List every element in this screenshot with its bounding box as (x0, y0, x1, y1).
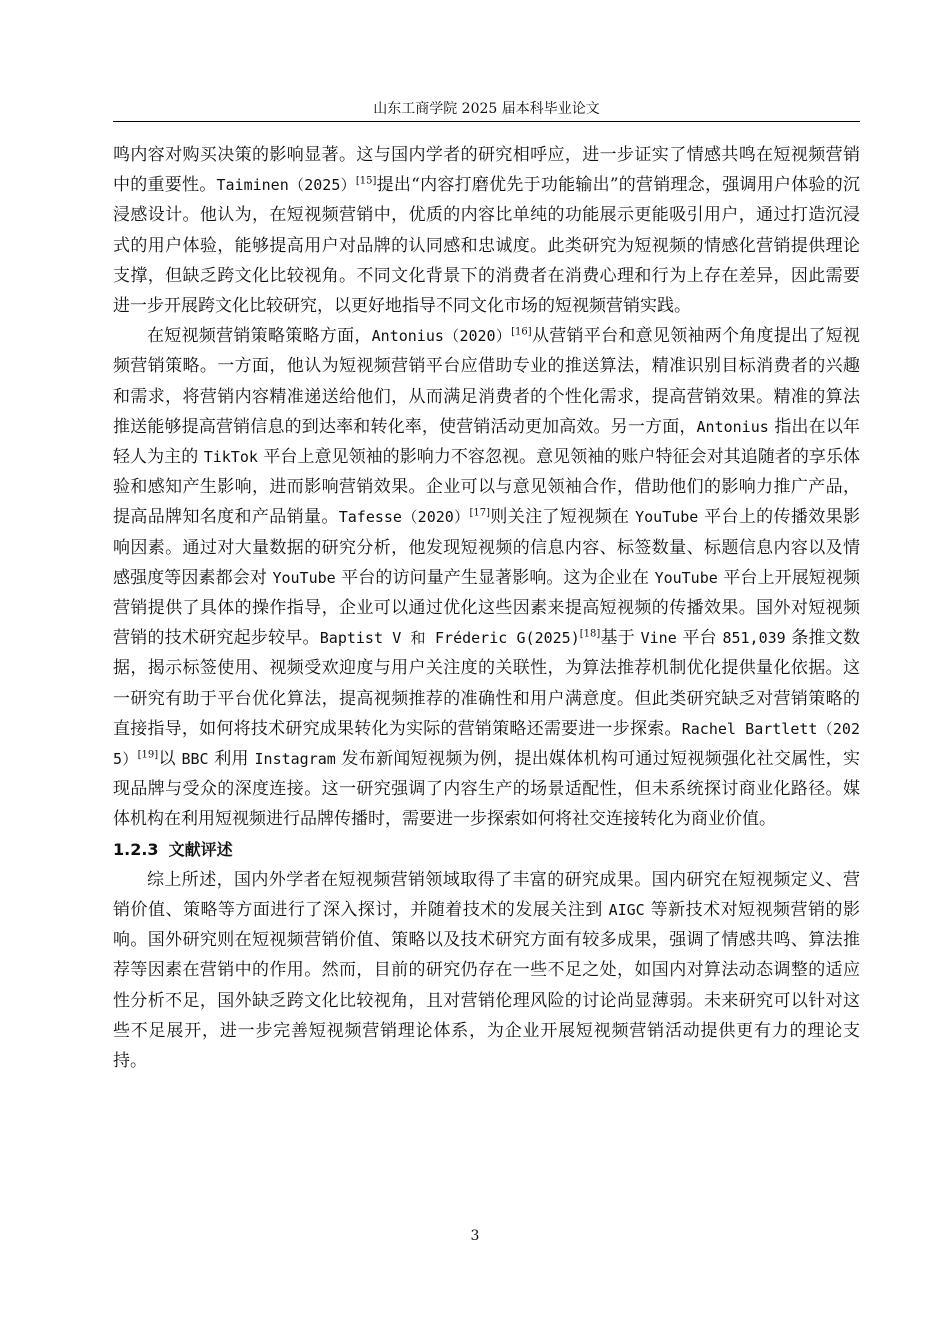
page-number: 3 (470, 1228, 480, 1244)
section-heading (113, 835, 860, 865)
latin-term: TikTok (203, 448, 258, 467)
author-citation: Taiminen（2025） (216, 176, 356, 195)
reference-marker: [18] (579, 628, 601, 640)
latin-term: AIGC (608, 901, 645, 920)
text-run: 则关注了短视频在 (490, 507, 636, 528)
text-run: 利用 (208, 749, 255, 770)
text-run: 平台的访问量产生显著影响。这为企业在 (335, 567, 655, 588)
latin-term: Vine (640, 629, 677, 648)
body-text (113, 140, 860, 1076)
text-run: 鸣内容对购买决策的影响显著。这与国内学者的研究相呼应，进一步证实了情感共鸣在短视频营销中的重要性。 (113, 145, 860, 196)
text-run: 平台上的传播效果影响因素。通过对大量数据的研究分析，他发现短视频的信息内容、标签数量、标题信息内容以及情感强度等因素都会对 (113, 507, 861, 588)
reference-marker: [15] (355, 175, 377, 187)
latin-term: YouTube (272, 568, 336, 587)
text-run: 提出“内容打磨优先于功能输出”的营销理念，强调用户体验的沉浸感设计。他认为，在短视频营销中，优质的内容比单纯的功能展示更能吸引用户，通过打造沉浸式的用户体验，能够提高用户对品牌的认同感和忠诚度。此类研究为短视频的情感化营销提供理论支撑，但缺乏跨文化比较视角。不同文化背景下的消费者在消费心理和行为上存在差异，因此需要进一步开展跨文化比较研究，以更好地指导不同文化市场的短视频营销实践。 (113, 175, 861, 317)
text-run: 指出在以年轻人为主的 (113, 416, 860, 468)
header-divider (113, 121, 860, 122)
latin-term: BBC (181, 750, 209, 769)
text-run: 基于 (600, 628, 641, 649)
reference-marker: [19] (137, 749, 159, 761)
latin-term: 851,039 (722, 629, 786, 648)
paragraph-2 (113, 321, 860, 834)
author-citation: Rachel Bartlett（2025） (113, 719, 860, 769)
text-run: 发布新闻短视频为例，提出媒体机构可通过短视频强化社交属性，实现品牌与受众的深度连接。这一研究强调了内容生产的场景适配性，但未系统探讨商业化路径。媒体机构在利用短视频进行品牌传播时，需要进一步探索如何将社交连接转化为商业价值。 (113, 749, 861, 830)
text-run: 平台上意见领袖的影响力不容忽视。意见领袖的账户特征会对其追随者的享乐体验和感知产生影响，进而影响营销效果。企业可以与意见领袖合作，借助他们的影响力推广产品，提高品牌知名度和产品销量。 (113, 447, 861, 528)
section-title: 文献评述 (168, 839, 233, 859)
text-run: 在短视频营销策略策略方面， (147, 326, 372, 347)
text-run: 等新技术对短视频营销的影响。国外研究则在短视频营销价值、策略以及技术研究方面有较多成果，强调了情感共鸣、算法推荐等因素在营销中的作用。然而，目前的研究仍存在一些不足之处，如国内对算法动态调整的适应性分析不足，国外缺乏跨文化比较视角，且对营销伦理风险的讨论尚显薄弱。未来研究可以针对这些不足展开，进一步完善短视频营销理论体系，为企业开展短视频营销活动提供更有力的理论支持。 (113, 900, 860, 1072)
text-run: 以 (158, 749, 182, 770)
page-header: 山东工商学院 2025 届本科毕业论文 (373, 101, 600, 117)
author-citation: Baptist V 和 Fréderic G(2025) (319, 629, 580, 648)
text-run: 从营销平台和意见领袖两个角度提出了短视频营销策略。一方面，他认为短视频营销平台应借助专业的推送算法，精准识别目标消费者的兴趣和需求，将营销内容精准递送给他们，从而满足消费者的个性化需求，提高营销效果。精准的算法推送能够提高营销信息的到达率和转化率，使营销活动更加高效。另一方面， (113, 326, 861, 437)
latin-term: YouTube (635, 508, 699, 527)
latin-term: Antonius (696, 417, 769, 436)
text-run: 综上所述，国内外学者在短视频营销领域取得了丰富的研究成果。国内研究在短视频定义、营销价值、策略等方面进行了深入探讨，并随着技术的发展关注到 (113, 869, 860, 921)
text-run: 条推文数据，揭示标签使用、视频受欢迎度与用户关注度的关联性，为算法推荐机制优化提供量化依据。这一研究有助于平台优化算法，提高视频推荐的准确性和用户满意度。但此类研究缺乏对营销策略的直接指导，如何将技术研究成果转化为实际的营销策略还需要进一步探索。 (113, 628, 861, 739)
text-run: 平台上开展短视频营销提供了具体的操作指导，企业可以通过优化这些因素来提高短视频的传播效果。国外对短视频营销的技术研究起步较早。 (113, 567, 861, 649)
reference-marker: [17] (469, 507, 491, 519)
text-run: 平台 (676, 628, 723, 649)
author-citation: Tafesse（2020） (338, 508, 470, 527)
reference-marker: [16] (511, 326, 532, 338)
paragraph-3 (113, 865, 860, 1076)
latin-term: Instagram (254, 750, 336, 769)
author-citation: Antonius（2020） (371, 327, 512, 346)
section-number: 1.2.3 (113, 839, 159, 859)
latin-term: YouTube (654, 568, 718, 587)
paragraph-1 (113, 140, 860, 321)
